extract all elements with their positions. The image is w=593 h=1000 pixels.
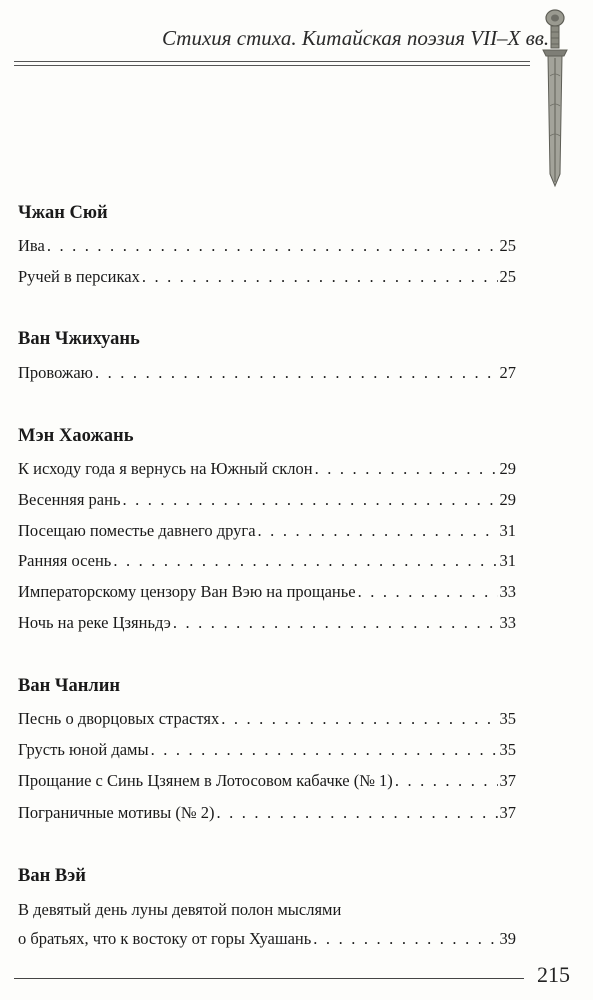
leader-dots (216, 803, 497, 823)
toc-entry[interactable] (18, 236, 516, 256)
entry-page: 31 (499, 551, 516, 570)
entry-page: 35 (499, 709, 516, 728)
entry-page: 33 (499, 613, 516, 632)
entry-page: 33 (499, 582, 516, 601)
header-rule-thick (14, 61, 530, 62)
leader-dots (258, 521, 498, 541)
entry-title-line1[interactable]: В девятый день луны девятой полон мыслями (18, 900, 342, 919)
leader-dots (173, 613, 498, 633)
entry-title: К исходу года я вернусь на Южный склон (18, 459, 313, 478)
leader-dots (358, 582, 498, 602)
running-head-title: Стихия стиха. Китайская поэзия VII–X вв. (162, 26, 550, 50)
entry-page: 25 (499, 267, 516, 286)
toc-entry[interactable] (18, 551, 516, 571)
leader-dots (95, 363, 498, 383)
toc-entry[interactable] (18, 363, 516, 383)
entry-title: Грусть юной дамы (18, 740, 149, 759)
entry-title: Песнь о дворцовых страстях (18, 709, 220, 728)
toc-entry[interactable] (18, 267, 516, 287)
leader-dots (221, 709, 497, 729)
entry-page: 29 (499, 459, 516, 478)
entry-page: 29 (499, 490, 516, 509)
leader-dots (122, 490, 497, 510)
dagger-ornament-icon (540, 6, 570, 188)
entry-page: 31 (499, 521, 516, 540)
entry-title: о братьях, что к востоку от горы Хуашань (18, 929, 312, 948)
author-heading: Чжан Сюй (18, 203, 108, 223)
entry-page: 25 (499, 236, 516, 255)
entry-page: 27 (499, 363, 516, 382)
entry-title: Ночь на реке Цзяньдэ (18, 613, 171, 632)
toc-entry[interactable] (18, 740, 516, 760)
entry-title: Весенняя рань (18, 490, 121, 509)
author-heading: Ван Вэй (18, 866, 86, 886)
entry-title: Пограничные мотивы (№ 2) (18, 803, 215, 822)
footer-rule (14, 978, 524, 979)
toc-entry[interactable] (18, 613, 516, 633)
leader-dots (142, 267, 498, 287)
toc-entry[interactable] (18, 582, 516, 602)
entry-title: Ранняя осень (18, 551, 112, 570)
page-number: 215 (537, 962, 570, 987)
leader-dots (151, 740, 498, 760)
author-heading: Ван Чжихуань (18, 329, 140, 349)
entry-page: 37 (499, 771, 516, 790)
entry-page: 35 (499, 740, 516, 759)
toc-entry[interactable] (18, 803, 516, 823)
entry-title: Императорскому цензору Ван Вэю на прощанье (18, 582, 356, 601)
toc-entry[interactable] (18, 521, 516, 541)
leader-dots (315, 459, 498, 479)
leader-dots (47, 236, 498, 256)
entry-title: Провожаю (18, 363, 93, 382)
toc-entry[interactable] (18, 771, 516, 791)
entry-page: 37 (499, 803, 516, 822)
toc-entry[interactable] (18, 709, 516, 729)
entry-title: Посещаю поместье давнего друга (18, 521, 256, 540)
entry-page: 39 (499, 929, 516, 948)
entry-title: Ива (18, 236, 45, 255)
author-heading: Мэн Хаожань (18, 426, 134, 446)
toc-entry[interactable] (18, 459, 516, 479)
leader-dots (113, 551, 497, 571)
toc-entry[interactable] (18, 490, 516, 510)
leader-dots (395, 771, 498, 791)
entry-title: Прощание с Синь Цзянем в Лотосовом кабачке (№ 1) (18, 771, 393, 790)
author-heading: Ван Чанлин (18, 676, 121, 696)
entry-title: Ручей в персиках (18, 267, 140, 286)
toc-entry[interactable] (18, 929, 516, 949)
leader-dots (313, 929, 497, 949)
header-rule-thin (14, 65, 530, 66)
